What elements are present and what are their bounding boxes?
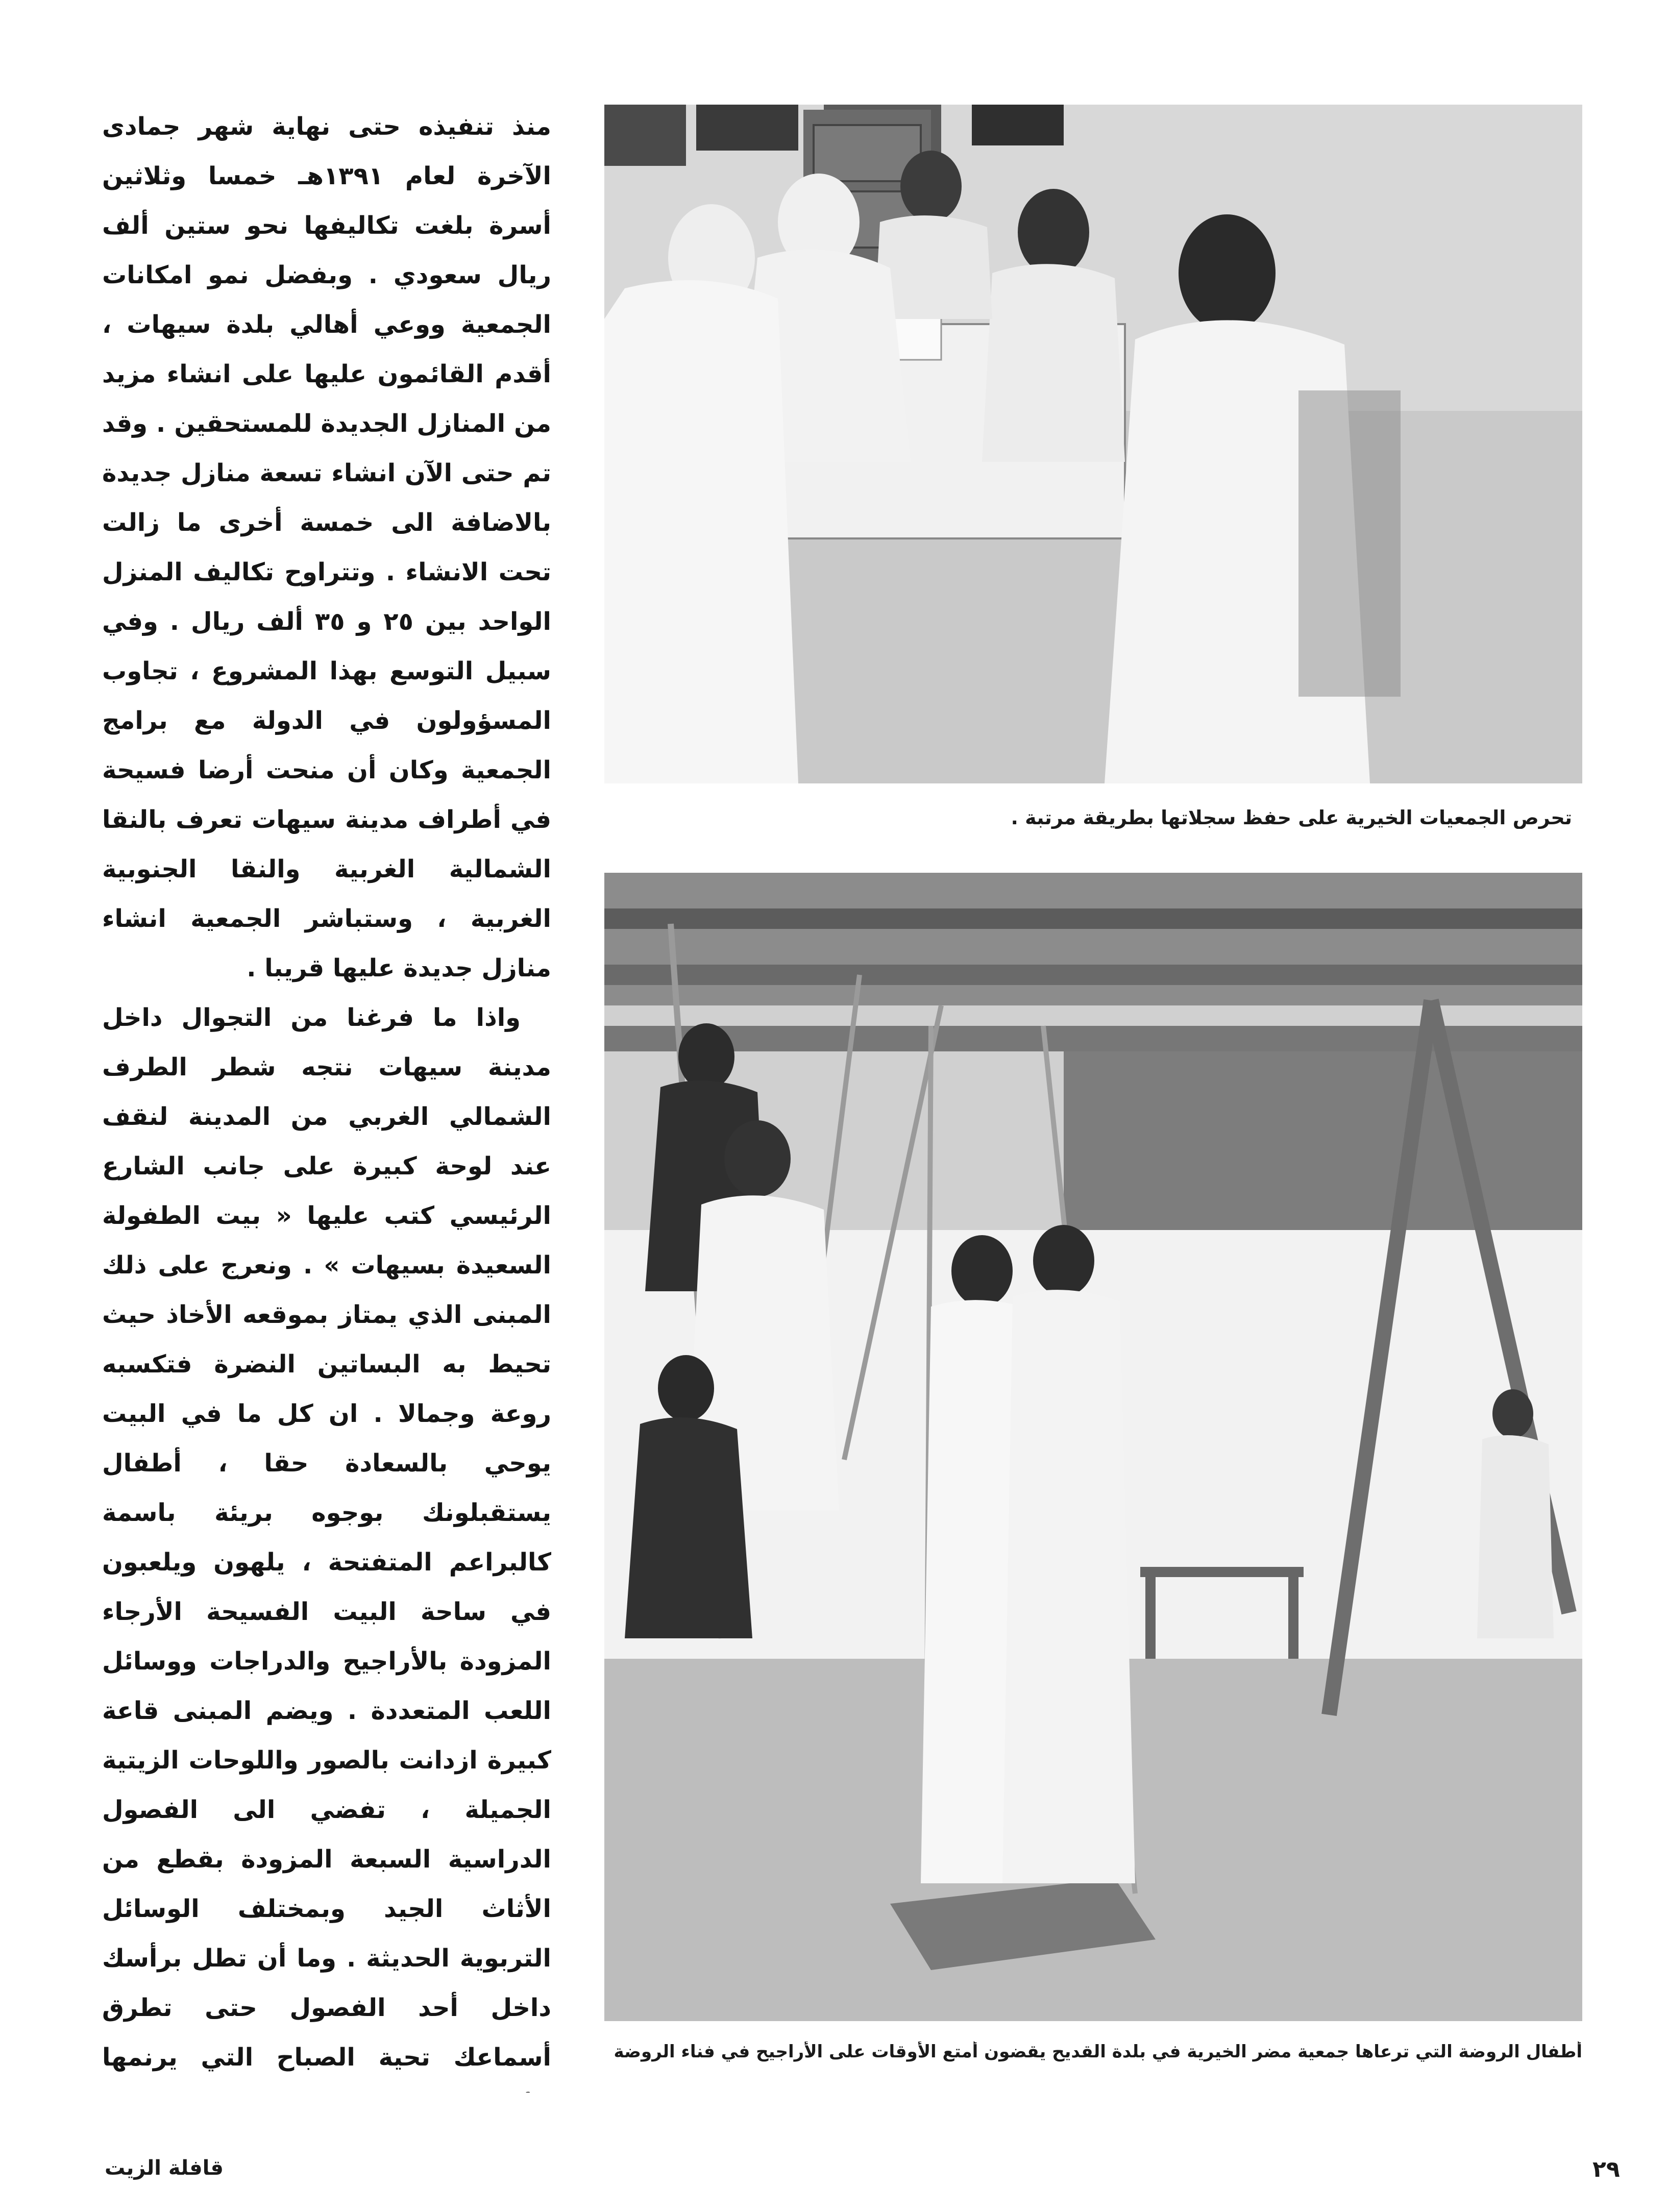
kindergarten-swings-illustration bbox=[604, 873, 1582, 2021]
article-paragraph-1: منذ تنفيذه حتى نهاية شهر جمادى الآخرة لعام ١٣٩١هـ خمسا وثلاثين أسرة بلغت تكاليفها نحو ستين ألف ريال سعودي . وبفضل نمو امكانات الجمعية ووعي أهالي بلدة سيهات ، أقدم القائمون عليها على انشاء مزيد من المنازل الجديدة للمستحقين . وقد تم حتى الآن انشاء تسعة منازل جديدة بالاضافة الى خمسة أخرى ما زالت تحت الانشاء . وتتراوح تكاليف المنزل الواحد بين ٢٥ و ٣٥ ألف ريال . وفي سبيل التوسع بهذا المشروع ، تجاوب المسؤولون في الدولة مع برامج الجمعية وكان أن منحت أرضا فسيحة في أطراف مدينة سيهات تعرف بالنقا الشمالية الغربية والنقا الجنوبية الغربية ، وستباشر الجمعية انشاء منازل جديدة عليها قريبا . bbox=[102, 112, 551, 982]
kindergarten-photo-caption: أطفال الروضة التي ترعاها جمعية مضر الخيرية في بلدة القديح يقضون أمتع الأوقات على الأراجيح في فناء الروضة bbox=[614, 2042, 1582, 2062]
article-paragraph-2: واذا ما فرغنا من التجوال داخل مدينة سيهات نتجه شطر الطرف الشمالي الغربي من المدينة لنقف عند لوحة كبيرة على جانب الشارع الرئيسي كتب عليها « بيت الطفولة السعيدة بسيهات » . ونعرج على ذلك المبنى الذي يمتاز بموقعه الأخاذ حيث تحيط به البساتين النضرة فتكسبه روعة وجمالا . ان كل ما في البيت يوحي بالسعادة حقا ، أطفال يستقبلونك بوجوه بريئة باسمة كالبراعم المتفتحة ، يلهون ويلعبون في ساحة البيت الفسيحة الأرجاء المزودة بالأراجيح والدراجات ووسائل اللعب المتعددة . ويضم المبنى قاعة كبيرة ازدانت بالصور واللوحات الزيتية الجميلة ، تفضي الى الفصول الدراسية السبعة المزودة بقطع من الأثاث الجيد وبمختلف الوسائل التربوية الحديثة . وما أن تطل برأسك داخل أحد الفصول حتى تطرق أسماعك تحية الصباح التي يرنمها bbox=[102, 1003, 551, 2072]
office-records-illustration bbox=[604, 105, 1582, 783]
office-photo-caption: تحرص الجمعيات الخيرية على حفظ سجلاتها بطريقة مرتبة . bbox=[1011, 806, 1572, 829]
magazine-name: قافلة الزيت bbox=[105, 2156, 224, 2180]
office-records-photo bbox=[604, 105, 1582, 783]
page-number: ٢٩ bbox=[1592, 2156, 1620, 2182]
kindergarten-swings-photo bbox=[604, 873, 1582, 2021]
article-body bbox=[102, 102, 551, 2093]
